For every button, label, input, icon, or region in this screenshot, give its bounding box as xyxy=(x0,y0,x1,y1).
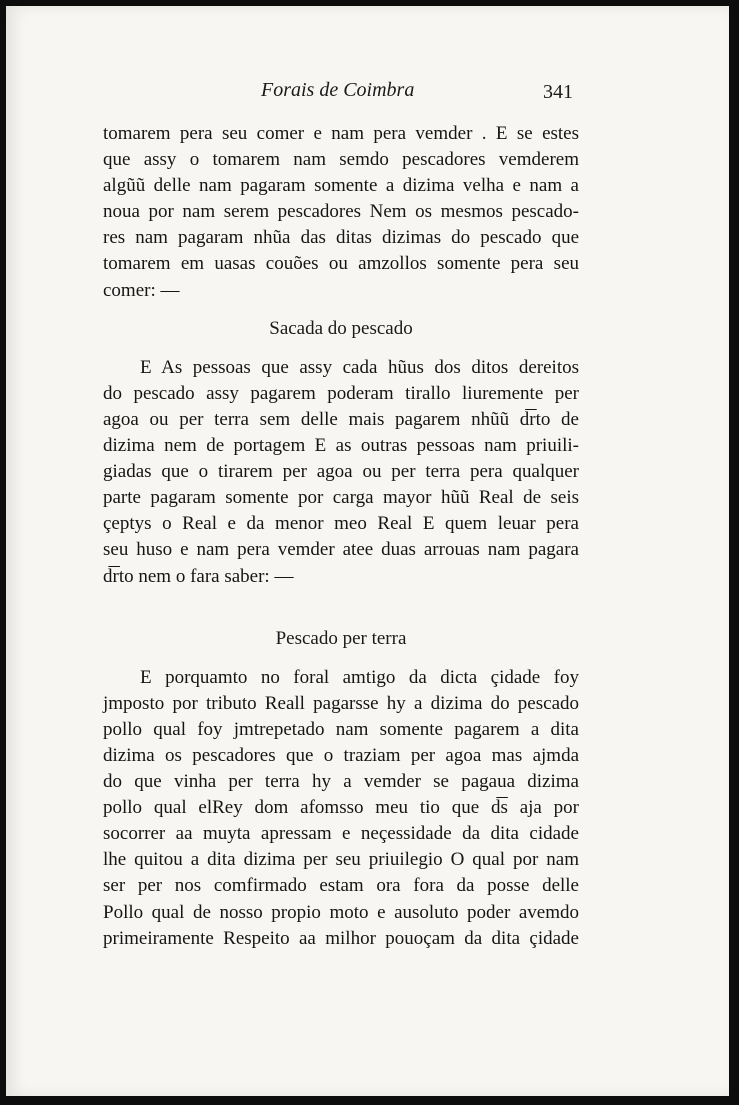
text-line: giadas que o tirarem per agoa ou per terra pera qualquer xyxy=(103,461,579,483)
text-line: tomarem pera seu comer e nam pera vemder . E se estes xyxy=(103,123,579,144)
text-line: algũũ delle nam pagaram somente a dizima velha e nam a xyxy=(103,175,579,197)
text-line: seu huso e nam pera vemder atee duas arrouas nam pagara xyxy=(103,539,579,561)
section-heading-sacada: Sacada do pescado xyxy=(269,317,413,339)
text-line: que assy o tomarem nam semdo pescadores vemderem xyxy=(103,149,579,171)
text-line: çeptys o Real e da menor meo Real E quem leuar pera xyxy=(103,513,579,535)
text-line: socorrer aa muyta apressam e neçessidade da dita cidade xyxy=(103,823,579,845)
text-line: do pescado assy pagarem poderam tirallo liuremente per xyxy=(103,382,579,404)
text-line: E porquamto no foral amtigo da dicta çidade foy xyxy=(140,666,579,688)
paragraph-sacada xyxy=(103,355,579,590)
text-line: jmposto por tributo Reall pagarsse hy a dizima do pescado xyxy=(103,692,579,714)
text-line: agoa ou per terra sem delle mais pagarem nhũũ d͞rto de xyxy=(103,408,579,430)
text-line: pollo qual elRey dom afomsso meu tio que d͞s aja por xyxy=(103,797,579,819)
page-number: 341 xyxy=(543,81,573,103)
text-line: parte pagaram somente por carga mayor hũũ Real de seis xyxy=(103,487,579,509)
text-line: pollo qual foy jmtrepetado nam somente pagarem a dita xyxy=(103,718,579,740)
text-line: do que vinha per terra hy a vemder se pagaua dizima xyxy=(103,771,579,793)
section-heading-pescado-per-terra: Pescado per terra xyxy=(275,627,407,649)
body-text xyxy=(103,121,579,952)
text-line: d͞rto nem o fara saber: — xyxy=(103,565,294,587)
text-line: Pollo qual de nosso propio moto e ausoluto poder avemdo xyxy=(103,901,579,923)
text-line: primeiramente Respeito aa milhor pouoçam da dita çidade xyxy=(103,927,579,949)
running-head xyxy=(6,79,729,105)
text-line: tomarem em uasas couões ou amzollos somente pera seu xyxy=(103,253,579,275)
text-line: comer: — xyxy=(103,279,180,301)
paragraph-pescado-per-terra xyxy=(103,665,579,952)
book-page xyxy=(6,6,729,1096)
paragraph-continuation xyxy=(103,121,579,304)
running-head-title: Forais de Coimbra xyxy=(261,79,415,101)
text-line: dizima os pescadores que o traziam per agoa mas ajmda xyxy=(103,744,579,766)
text-line: lhe quitou a dita dizima per seu priuilegio O qual por nam xyxy=(103,849,579,871)
text-line: noua por nam serem pescadores Nem os mesmos pescado- xyxy=(103,201,579,223)
text-line: E As pessoas que assy cada hũus dos ditos dereitos xyxy=(140,356,579,378)
text-line: res nam pagaram nhũa das ditas dizimas do pescado que xyxy=(103,227,579,249)
text-line: dizima nem de portagem E as outras pessoas nam priuili- xyxy=(103,435,579,457)
text-line: ser per nos comfirmado estam ora fora da posse delle xyxy=(103,875,579,897)
